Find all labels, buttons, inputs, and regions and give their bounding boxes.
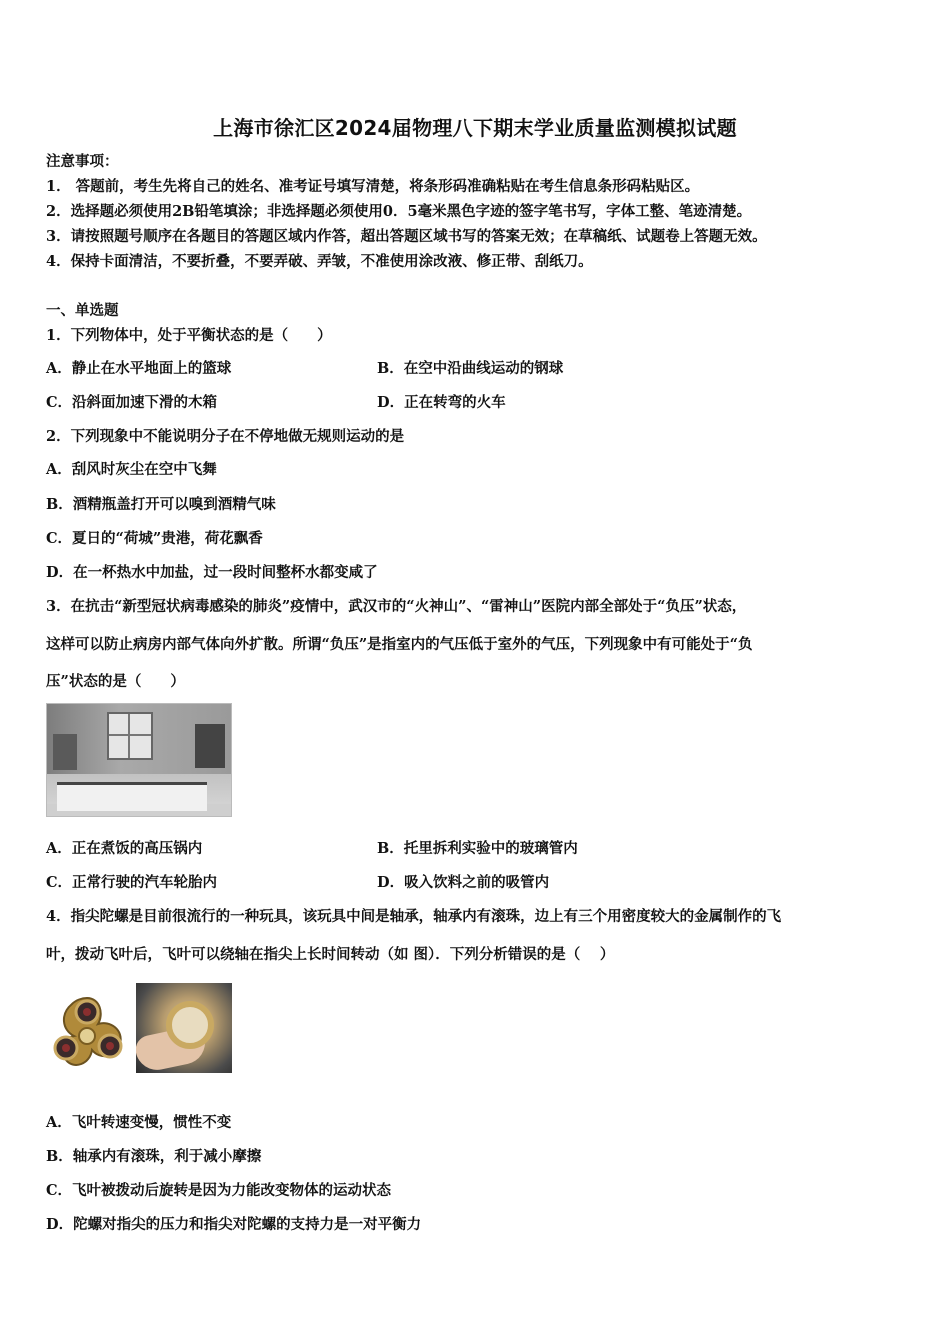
q3-stem-line-3: 压”状态的是（ ）	[46, 673, 185, 690]
q1-option-b: B．在空中沿曲线运动的钢球	[377, 360, 564, 377]
fidget-spinner-image	[44, 990, 130, 1076]
q4-option-b: B．轴承内有滚珠，利于减小摩擦	[46, 1148, 262, 1165]
q3-stem-line-1: 3．在抗击“新型冠状病毒感染的肺炎”疫情中，武汉市的“火神山”、“雷神山”医院内部全部处于“负压”状态，	[46, 598, 747, 615]
q3-option-a: A．正在煮饭的高压锅内	[46, 840, 203, 857]
notice-item-2: 2．选择题必须使用2B铅笔填涂；非选择题必须使用0．5毫米黑色字迹的签字笔书写，字体工整、笔迹清楚。	[46, 203, 752, 220]
q4-stem-line-1: 4．指尖陀螺是目前很流行的一种玩具，该玩具中间是轴承，轴承内有滚珠，边上有三个用密度较大的金属制作的飞	[46, 908, 782, 925]
q2-option-b: B．酒精瓶盖打开可以嗅到酒精气味	[46, 496, 276, 513]
page-title: 上海市徐汇区2024届物理八下期末学业质量监测模拟试题	[213, 116, 737, 140]
notice-item-1: 1． 答题前，考生先将自己的姓名、准考证号填写清楚，将条形码准确粘贴在考生信息条形码粘贴区。	[46, 178, 700, 195]
notice-item-4: 4．保持卡面清洁，不要折叠，不要弄破、弄皱，不准使用涂改液、修正带、刮纸刀。	[46, 253, 593, 270]
q2-option-d: D．在一杯热水中加盐，过一段时间整杯水都变咸了	[46, 564, 378, 581]
q3-option-c: C．正常行驶的汽车轮胎内	[46, 874, 218, 891]
q3-option-d: D．吸入饮料之前的吸管内	[377, 874, 550, 891]
q1-option-d: D．正在转弯的火车	[377, 394, 506, 411]
q1-option-c: C．沿斜面加速下滑的木箱	[46, 394, 218, 411]
notice-heading: 注意事项：	[46, 153, 119, 170]
notice-item-3: 3．请按照题号顺序在各题目的答题区域内作答，超出答题区域书写的答案无效；在草稿纸、试题卷上答题无效。	[46, 228, 767, 245]
q1-stem: 1．下列物体中，处于平衡状态的是（ ）	[46, 327, 332, 344]
q2-stem: 2．下列现象中不能说明分子在不停地做无规则运动的是	[46, 428, 405, 445]
spinning-on-finger-photo	[136, 983, 232, 1073]
q2-option-c: C．夏日的“荷城”贵港，荷花飘香	[46, 530, 263, 547]
hospital-ward-photo	[46, 703, 232, 817]
q3-stem-line-2: 这样可以防止病房内部气体向外扩散。所谓“负压”是指室内的气压低于室外的气压，下列现象中有可能处于“负	[46, 636, 753, 653]
q2-option-a: A．刮风时灰尘在空中飞舞	[46, 461, 217, 478]
q4-stem-line-2: 叶，拨动飞叶后，飞叶可以绕轴在指尖上长时间转动（如 图）．下列分析错误的是（ ）	[46, 946, 615, 963]
q4-option-a: A．飞叶转速变慢，惯性不变	[46, 1114, 232, 1131]
q1-option-a: A．静止在水平地面上的篮球	[46, 360, 232, 377]
q4-option-d: D．陀螺对指尖的压力和指尖对陀螺的支持力是一对平衡力	[46, 1216, 422, 1233]
q4-option-c: C．飞叶被拨动后旋转是因为力能改变物体的运动状态	[46, 1182, 392, 1199]
q3-option-b: B．托里拆利实验中的玻璃管内	[377, 840, 578, 857]
section-heading: 一、单选题	[46, 302, 119, 319]
